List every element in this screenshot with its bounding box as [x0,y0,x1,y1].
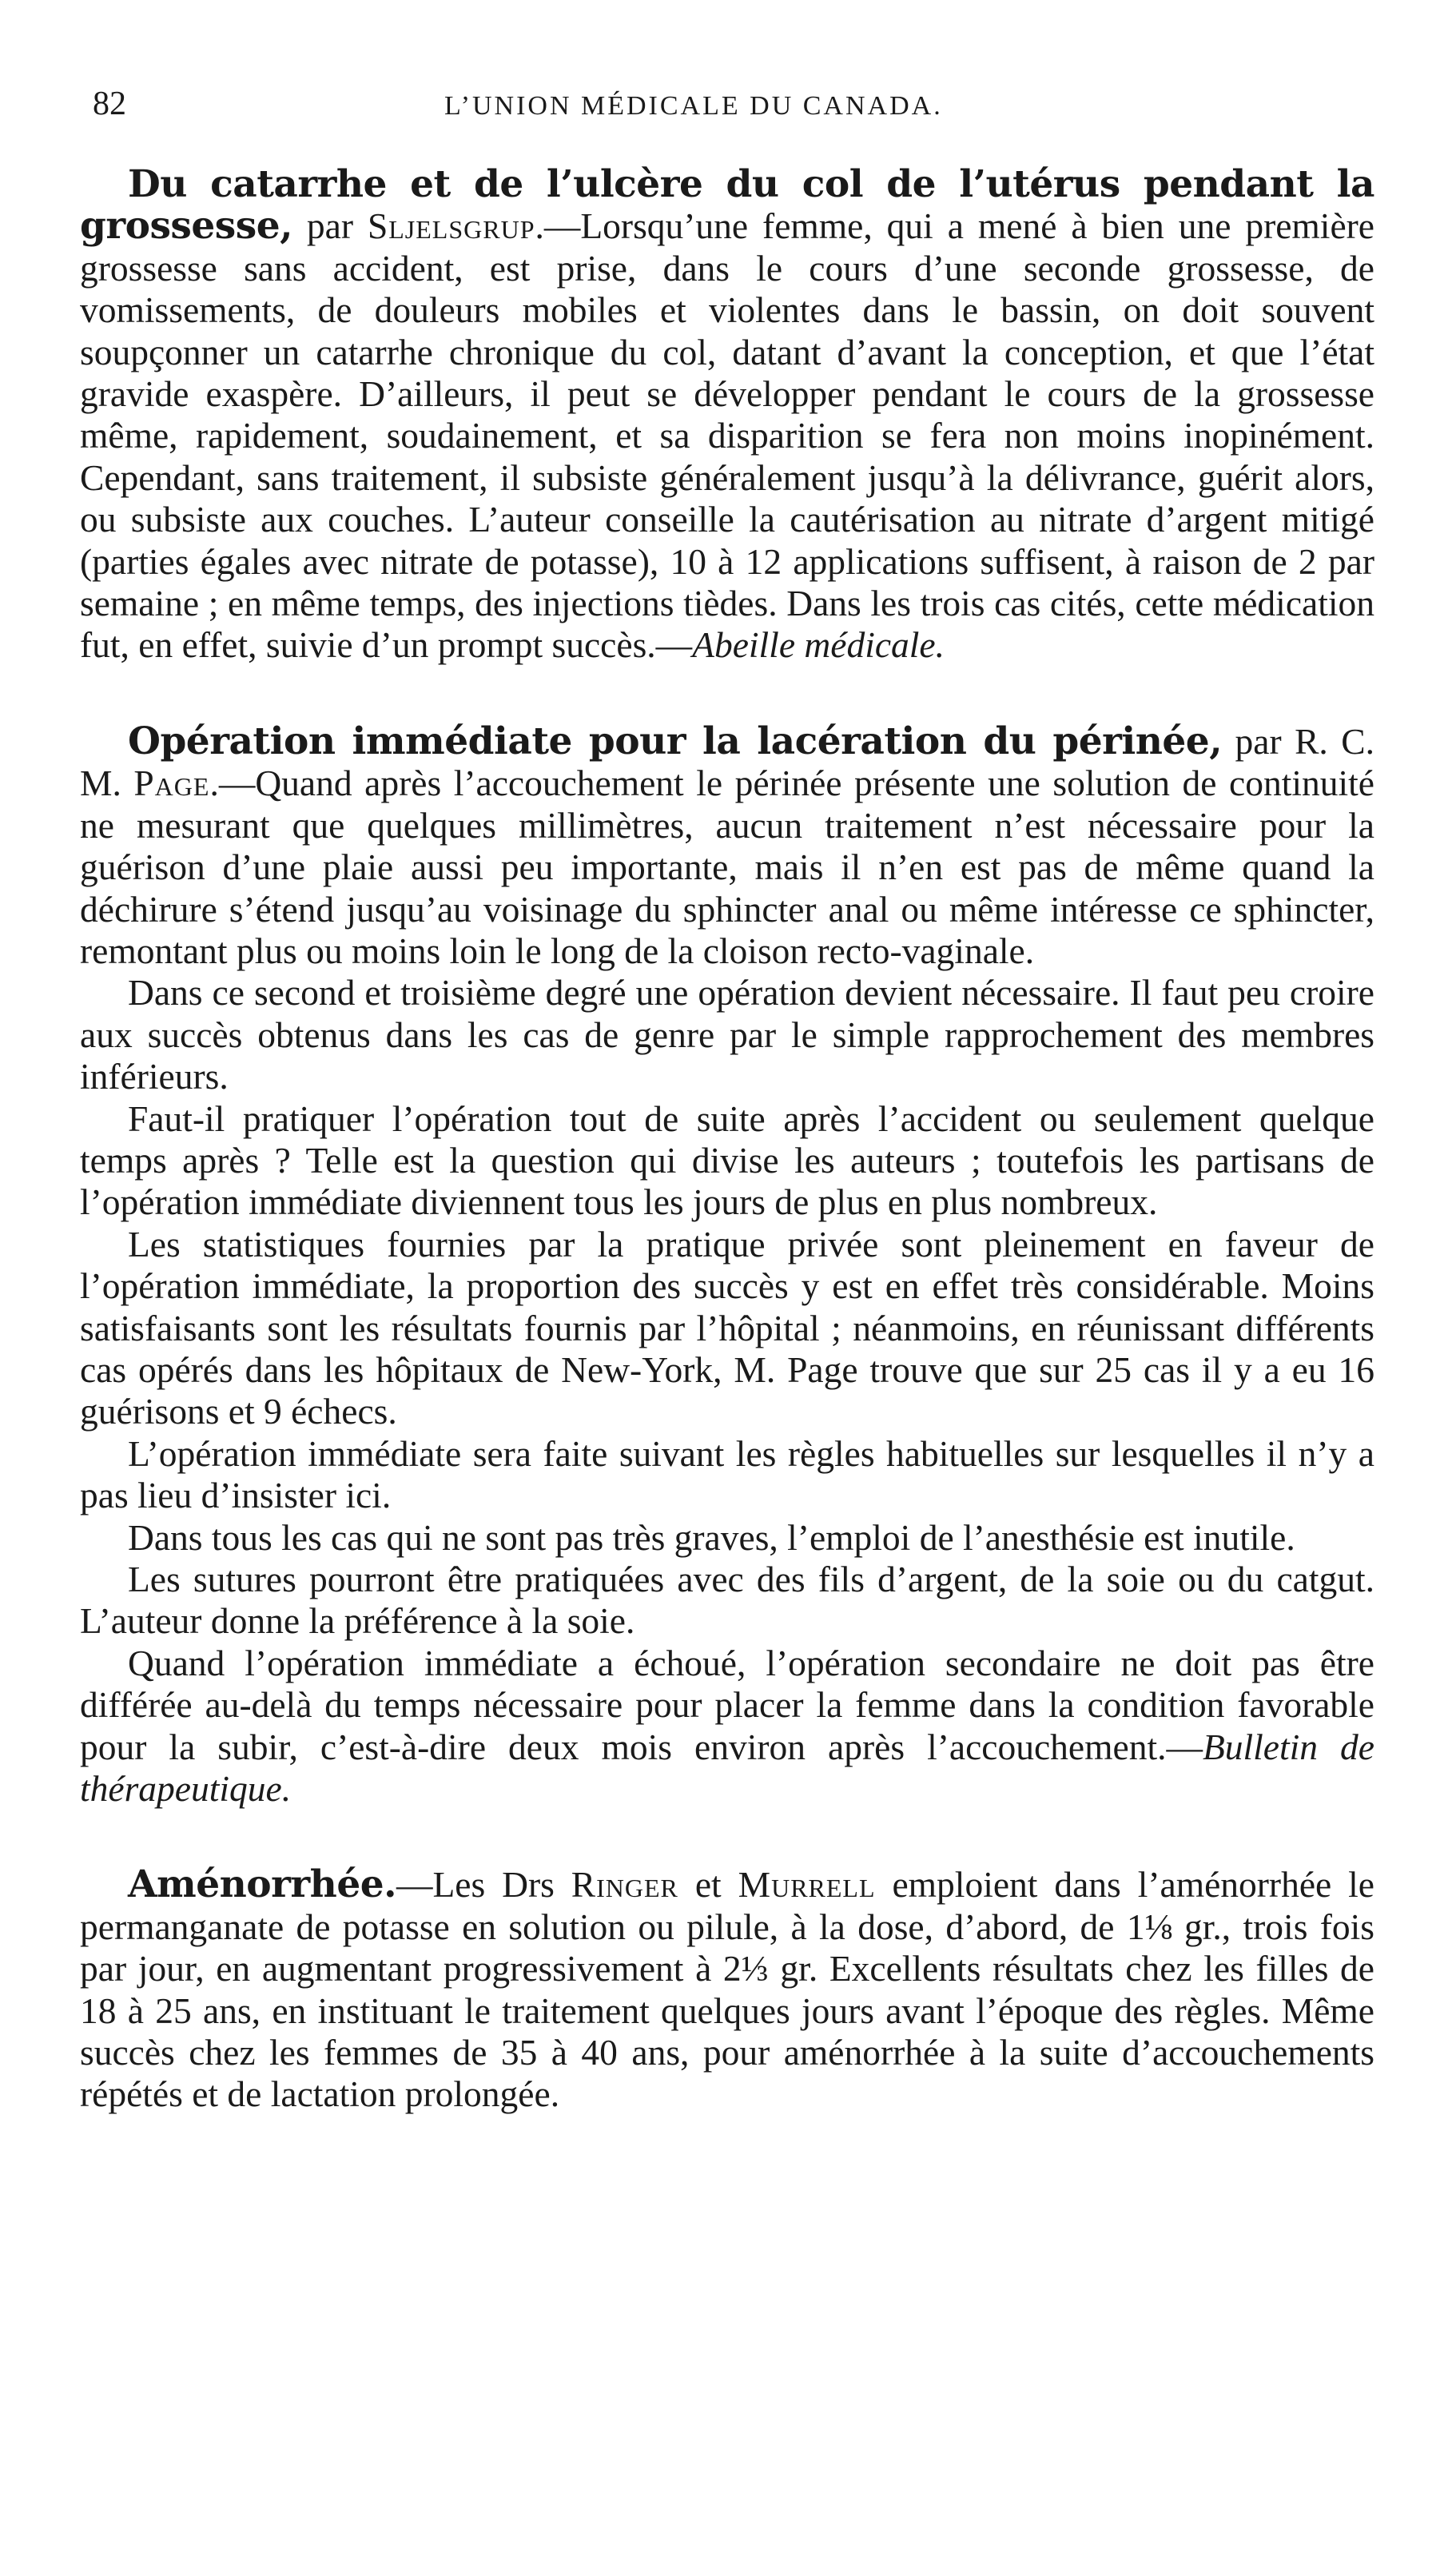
article-catarrhe-paragraph [80,164,1374,667]
article-title: Opération immédiate pour la lacération du périnée, [128,719,1223,763]
article-amenorrhee [80,1864,1374,2115]
source-dash: — [1166,1726,1203,1767]
page-header [93,80,1339,136]
page-number: 82 [93,86,126,122]
paragraph: Les sutures pourront être pratiquées avec des fils d’argent, de la soie ou du catgut. L’auteur donne la préférence à la soie. [80,1559,1374,1642]
paragraph: L’opération immédiate sera faite suivant les règles habituelles sur lesquelles il n’y a pas lieu d’insister ici. [80,1432,1374,1516]
conjunction: et [678,1864,738,1906]
page-content [80,164,1374,2116]
article-operation [80,721,1374,1810]
paragraph: Dans tous les cas qui ne sont pas très graves, l’emploi de l’anesthésie est inutile. [128,1516,1295,1558]
article-title: Du catarrhe et de l’ulcère du col de l’utérus pendant la grossesse, [80,162,1374,249]
source-citation: Bulletin de thérapeutique. [80,1726,1374,1810]
article-amenorrhee-paragraph [80,1864,1374,2115]
intro-text: —Les Drs [396,1864,571,1906]
paragraph: Les statistiques fournies par la pratique privée sont pleinement en faveur de l’opération immédiate, la proportion des succès y est en effet très considérable. Moins satisfaisants sont les résultats fournis par l’hôpital ; néanmoins, en réunissant différents cas opérés dans les hôpitaux de New-York, M. Page trouve que sur 25 cas il y a eu 16 guérisons et 9 échecs. [80,1223,1374,1432]
byline-par: par R. C. M. [80,720,1374,804]
paragraph: Faut-il pratiquer l’opération tout de suite après l’accident ou seulement quelque temps après ? Telle est la question qui divise les auteurs ; toutefois les partisans de l’opération immédiate diviennent tous les jours de plus en plus nombreux. [80,1097,1374,1223]
author-name: Ringer [571,1864,678,1906]
paragraph-text: Quand l’opération immédiate a échoué, l’opération secondaire ne doit pas être différée au-delà du temps nécessaire pour placer la femme dans la condition favorable pour la subir, c’est-à-dire deux mois environ après l’accouchement. [80,1642,1374,1767]
article-catarrhe [80,164,1374,667]
byline-par: par [292,205,368,247]
source-citation: Abeille médicale. [692,624,945,666]
paragraph: Dans ce second et troisième degré une opération devient nécessaire. Il faut peu croire aux succès obtenus dans les cas de genre par le simple rapprochement des membres inférieurs. [80,972,1374,1097]
article-body: .—Quand après l’accouchement le périnée présente une solution de continuité ne mesurant que quelques millimètres, aucun traitement n’est nécessaire pour la guérison d’une plaie aussi peu importante, mais il n’en est pas de même quand la déchirure s’étend jusqu’au voisinage du sphincter anal ou même intéresse ce sphincter, remontant plus ou moins loin le long de la cloison recto-vaginale. [80,763,1374,971]
article-body: .—Lorsqu’une femme, qui a mené à bien une première grossesse sans accident, est prise, dans le cours d’une seconde grossesse, de vomissements, de douleurs mobiles et violentes dans le bassin, on doit souvent soupçonner un catarrhe chronique du col, datant d’avant la conception, et que l’état gravide exaspère. D’ailleurs, il peut se développer pendant le cours de la grossesse même, rapidement, soudainement, et sa disparition se fera non moins inopinément. Cependant, sans traitement, il subsiste généralement jusqu’à la délivrance, guérit alors, ou subsiste aux couches. L’auteur conseille la cautérisation au nitrate d’argent mitigé (parties égales avec nitrate de potasse), 10 à 12 applications suffisent, à raison de 2 par semaine ; en même temps, des injections tièdes. Dans les trois cas cités, cette médication fut, en effet, suivie d’un prompt succès. [80,205,1374,666]
source-dash: — [655,624,693,666]
author-name: Page [133,763,210,804]
article-title: Aménorrhée. [128,1862,396,1907]
paragraph-with-source [80,1643,1374,1810]
running-head: L’UNION MÉDICALE DU CANADA. [444,91,943,121]
author-name: Murrell [738,1864,876,1906]
article-operation-paragraph [80,721,1374,972]
author-name: Sljelsgrup [367,205,535,247]
article-body: emploient dans l’aménorrhée le permanganate de potasse en solution ou pilule, à la dose, d’abord, de 1⅛ gr., trois fois par jour, en augmentant progressivement à 2⅓ gr. Excellents résultats chez les filles de 18 à 25 ans, en instituant le traitement quelques jours avant l’époque des règles. Même succès chez les femmes de 35 à 40 ans, pour aménorrhée à la suite d’accouchements répétés et de lactation prolongée. [80,1864,1374,2115]
